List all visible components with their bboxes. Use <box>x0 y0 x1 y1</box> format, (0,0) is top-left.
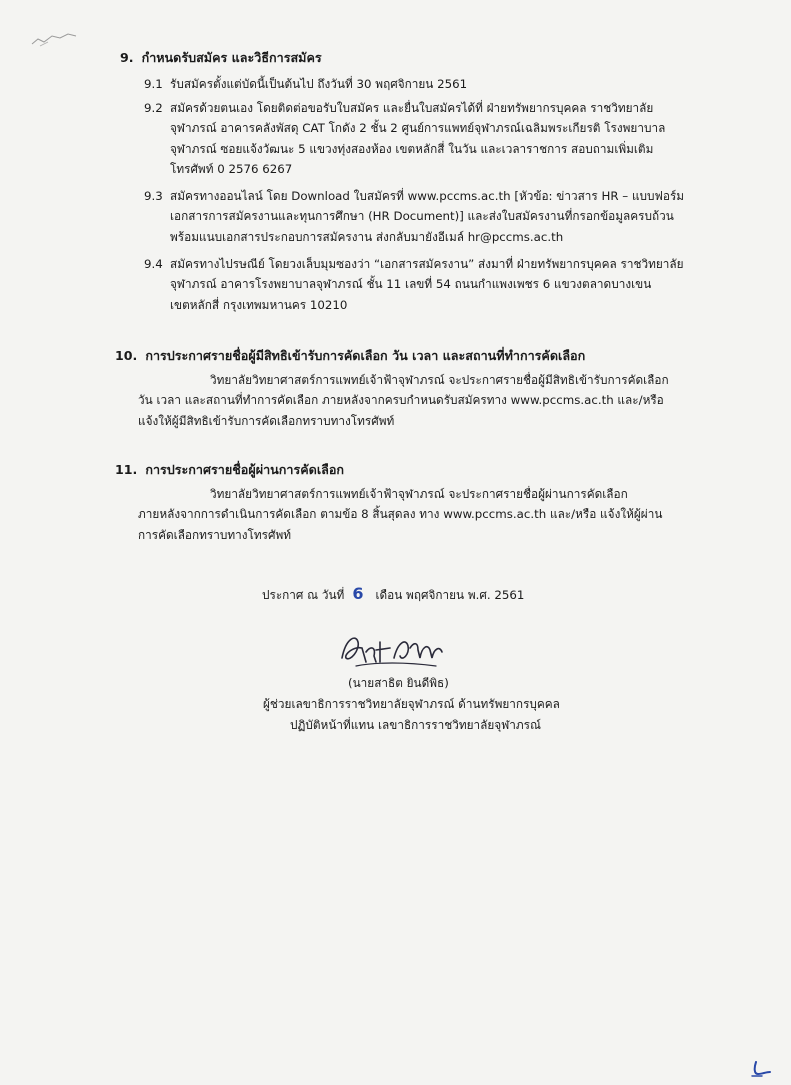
section-9-heading <box>120 48 322 68</box>
item-9-3-line: สมัครทางออนไลน์ โดย Download ใบสมัครที่ www.pccms.ac.th [หัวข้อ: ข่าวสาร HR – แบบฟอร์ม <box>170 189 685 203</box>
item-9-2-line: โทรศัพท์ 0 2576 6267 <box>170 162 293 177</box>
section-11-number: 11. <box>115 462 138 477</box>
section-10-line: แจ้งให้ผู้มีสิทธิเข้ารับการคัดเลือกทราบทางโทรศัพท์ <box>138 413 395 428</box>
item-9-4-line: จุฬาภรณ์ อาคารโรงพยาบาลจุฬาภรณ์ ชั้น 11 เลขที่ 54 ถนนกำแพงเพชร 6 แขวงตลาดบางเขน <box>170 277 652 292</box>
item-9-1-number: 9.1 <box>144 77 163 91</box>
item-9-2-line: จุฬาภรณ์ ซอยแจ้งวัฒนะ 5 แขวงทุ่งสองห้อง เขตหลักสี่ ในวัน และเวลาราชการ สอบถามเพิ่มเติม <box>170 141 654 156</box>
section-11-body <box>138 484 662 545</box>
item-9-3-line: เอกสารการสมัครงานและทุนการศึกษา (HR Document)] และส่งใบสมัครงานที่กรอกข้อมูลครบถ้วน <box>170 209 674 224</box>
item-9-4-number: 9.4 <box>144 257 163 271</box>
section-10-title: การประกาศรายชื่อผู้มีสิทธิเข้ารับการคัดเลือก วัน เวลา และสถานที่ทำการคัดเลือก <box>145 348 586 363</box>
item-9-1-line: รับสมัครตั้งแต่บัดนี้เป็นต้นไป ถึงวันที่ 30 พฤศจิกายน 2561 <box>170 77 468 91</box>
announcement-prefix: ประกาศ ณ วันที่ <box>262 588 345 602</box>
section-10-heading <box>115 346 585 366</box>
item-9-3 <box>144 186 685 247</box>
section-9-number: 9. <box>120 50 134 65</box>
scan-artifact-mark <box>30 30 82 48</box>
section-9-title: กำหนดรับสมัคร และวิธีการสมัคร <box>141 50 322 65</box>
handwritten-signature <box>336 628 446 672</box>
section-11-heading <box>115 460 344 480</box>
announcement-day-handwritten: 6 <box>352 584 364 603</box>
announcement-date <box>262 584 524 605</box>
section-10-line: วิทยาลัยวิทยาศาสตร์การแพทย์เจ้าฟ้าจุฬาภรณ์ จะประกาศรายชื่อผู้มีสิทธิเข้ารับการคัดเลือก <box>210 373 669 387</box>
item-9-4-line: สมัครทางไปรษณีย์ โดยวงเล็บมุมซองว่า “เอกสารสมัครงาน” ส่งมาที่ ฝ่ายทรัพยากรบุคคล ราชวิทยาลัย <box>170 257 684 271</box>
section-10-number: 10. <box>115 348 138 363</box>
item-9-2-line: จุฬาภรณ์ อาคารคลังพัสดุ CAT โกดัง 2 ชั้น 2 ศูนย์การแพทย์จุฬาภรณ์เฉลิมพระเกียรติ โรงพยาบาล <box>170 121 666 136</box>
section-10-line: วัน เวลา และสถานที่ทำการคัดเลือก ภายหลังจากครบกำหนดรับสมัครทาง www.pccms.ac.th และ/หรือ <box>138 393 664 408</box>
item-9-2 <box>144 98 666 180</box>
item-9-4 <box>144 254 684 315</box>
section-11-line: ภายหลังจากการดำเนินการคัดเลือก ตามข้อ 8 สิ้นสุดลง ทาง www.pccms.ac.th และ/หรือ แจ้งให้ผู้ผ่าน <box>138 507 663 522</box>
item-9-4-line: เขตหลักสี่ กรุงเทพมหานคร 10210 <box>170 297 348 312</box>
item-9-3-number: 9.3 <box>144 189 163 203</box>
section-10-body <box>138 370 669 431</box>
section-11-title: การประกาศรายชื่อผู้ผ่านการคัดเลือก <box>145 462 345 477</box>
item-9-2-line: สมัครด้วยตนเอง โดยติดต่อขอรับใบสมัคร และยื่นใบสมัครได้ที่ ฝ่ายทรัพยากรบุคคล ราชวิทยาลัย <box>170 101 654 115</box>
section-11-line: วิทยาลัยวิทยาศาสตร์การแพทย์เจ้าฟ้าจุฬาภรณ์ จะประกาศรายชื่อผู้ผ่านการคัดเลือก <box>210 487 628 501</box>
item-9-1 <box>144 74 468 94</box>
announcement-suffix: เดือน พฤศจิกายน พ.ศ. 2561 <box>375 588 525 602</box>
corner-initial-mark <box>748 1058 774 1080</box>
item-9-2-number: 9.2 <box>144 101 163 115</box>
signer-position-line2: ปฏิบัติหน้าที่แทน เลขาธิการราชวิทยาลัยจุฬาภรณ์ <box>290 718 541 732</box>
signer-position-line1: ผู้ช่วยเลขาธิการราชวิทยาลัยจุฬาภรณ์ ด้านทรัพยากรบุคคล <box>263 697 560 711</box>
section-11-line: การคัดเลือกทราบทางโทรศัพท์ <box>138 527 292 542</box>
signer-name: (นายสาธิต ยินดีพิธ) <box>348 676 449 690</box>
item-9-3-line: พร้อมแนบเอกสารประกอบการสมัครงาน ส่งกลับมายังอีเมล์ hr@pccms.ac.th <box>170 229 564 244</box>
